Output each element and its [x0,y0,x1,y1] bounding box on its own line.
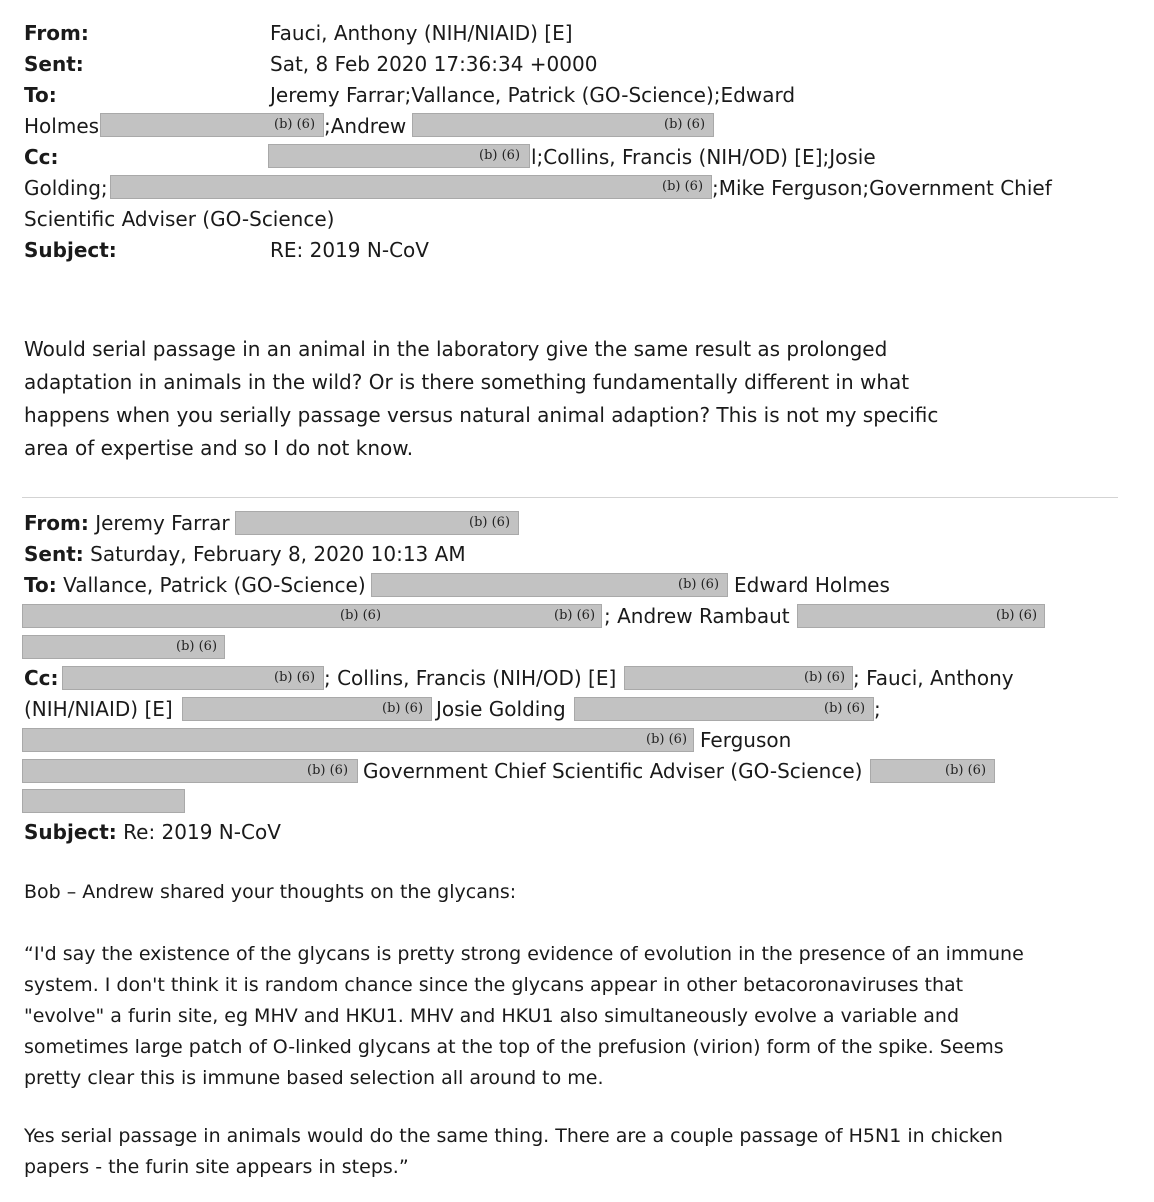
redaction-code: (b) (6) [678,577,720,592]
redaction-code: (b) (6) [479,148,521,163]
email1-cc-line3: Scientific Adviser (GO-Science) [24,207,335,231]
email2-body-intro: Bob – Andrew shared your thoughts on the glycans: [24,881,517,903]
redaction-code: (b) (6) [554,608,596,623]
email2-to-holmes: Edward Holmes [734,573,890,597]
email2-from-label: From: [24,511,89,535]
email2-quote-line: system. I don't think it is random chance since the glycans appear in other betacoronaviruses that [24,974,964,996]
email2-subject-label: Subject: [24,820,117,844]
email2-subject-value: Re: 2019 N-CoV [123,820,281,844]
email2-sent-label: Sent: [24,542,84,566]
email2-quote-line: "evolve" a furin site, eg MHV and HKU1. MHV and HKU1 also simultaneously evolve a variable and [24,1005,960,1027]
email2-sent-line [24,541,466,567]
redaction-code: (b) (6) [945,763,987,778]
redaction-code: (b) (6) [664,117,706,132]
redaction-bar [22,789,185,813]
email1-body-line: adaptation in animals in the wild? Or is there something fundamentally different in what [24,370,910,394]
email2-cc-gcsa: Government Chief Scientific Adviser (GO-Science) [363,759,863,783]
email2-from-value: Jeremy Farrar [95,511,230,535]
redaction-code: (b) (6) [804,670,846,685]
email2-closing-line: Yes serial passage in animals would do the same thing. There are a couple passage of H5N1 in chicken [24,1125,1003,1147]
email2-to-rambaut: ; Andrew Rambaut [604,604,790,628]
email2-closing [24,1121,1003,1183]
redaction-code: (b) (6) [382,701,424,716]
email2-to-line [24,572,366,598]
email1-cc-line2-rest: ;Mike Ferguson;Government Chief [712,176,1052,200]
email1-body-line: Would serial passage in an animal in the laboratory give the same result as prolonged [24,337,888,361]
redaction-code: (b) (6) [824,701,866,716]
email2-to-label: To: [24,573,57,597]
email2-closing-line: papers - the furin site appears in steps.” [24,1156,409,1178]
email2-quote-line: “I'd say the existence of the glycans is pretty strong evidence of evolution in the presence of an immune [24,943,1024,965]
email1-cc-line1: l;Collins, Francis (NIH/OD) [E];Josie [531,145,876,169]
email2-cc-label: Cc: [24,666,59,690]
email1-sent-label: Sent: [24,52,84,76]
redaction-code: (b) (6) [176,639,218,654]
redaction-code: (b) (6) [996,608,1038,623]
redaction-code: (b) (6) [274,117,316,132]
email2-subject-line [24,819,281,845]
email1-body-line: area of expertise and so I do not know. [24,436,414,460]
email2-quote-line: pretty clear this is immune based selection all around to me. [24,1067,604,1089]
email2-cc-ferguson: Ferguson [700,728,792,752]
email1-cc-label: Cc: [24,145,59,169]
email1-cc-line2-golding: Golding; [24,176,108,200]
email2-cc-fauci: ; Fauci, Anthony [853,666,1014,690]
redaction-code: (b) (6) [469,515,511,530]
email2-cc-collins: ; Collins, Francis (NIH/OD) [E] [324,666,617,690]
redaction-code: (b) (6) [662,179,704,194]
email1-body [24,333,938,465]
email1-to-line2-andrew: ;Andrew [324,114,407,138]
redaction-bar [22,604,602,628]
email1-to-line1: Jeremy Farrar;Vallance, Patrick (GO-Science);Edward [270,83,796,107]
redaction-code: (b) (6) [646,732,688,747]
email2-cc-niaid: (NIH/NIAID) [E] [24,697,173,721]
email2-cc-semicolon: ; [874,697,881,721]
redaction-bar [22,728,694,752]
email2-cc-golding: Josie Golding [436,697,566,721]
redaction-code: (b) (6) [274,670,316,685]
email2-quote-line: sometimes large patch of O-linked glycans at the top of the prefusion (virion) form of the spike. Seems [24,1036,1004,1058]
email1-from-label: From: [24,21,89,45]
email1-from-value: Fauci, Anthony (NIH/NIAID) [E] [270,21,573,45]
redaction-bar [371,573,728,597]
redaction-code: (b) (6) [340,608,382,623]
redaction-bar [110,175,712,199]
email2-to-vallance: Vallance, Patrick (GO-Science) [63,573,366,597]
email-divider [22,497,1118,498]
email1-subject-value: RE: 2019 N-CoV [270,238,429,262]
email1-subject-label: Subject: [24,238,117,262]
email2-quote [24,939,1024,1094]
redaction-code: (b) (6) [307,763,349,778]
email1-body-line: happens when you serially passage versus natural animal adaption? This is not my specific [24,403,939,427]
email2-sent-value: Saturday, February 8, 2020 10:13 AM [90,542,466,566]
email1-sent-value: Sat, 8 Feb 2020 17:36:34 +0000 [270,52,598,76]
email2-from-line [24,510,230,536]
email1-to-label: To: [24,83,57,107]
email1-to-line2-name: Holmes [24,114,100,138]
